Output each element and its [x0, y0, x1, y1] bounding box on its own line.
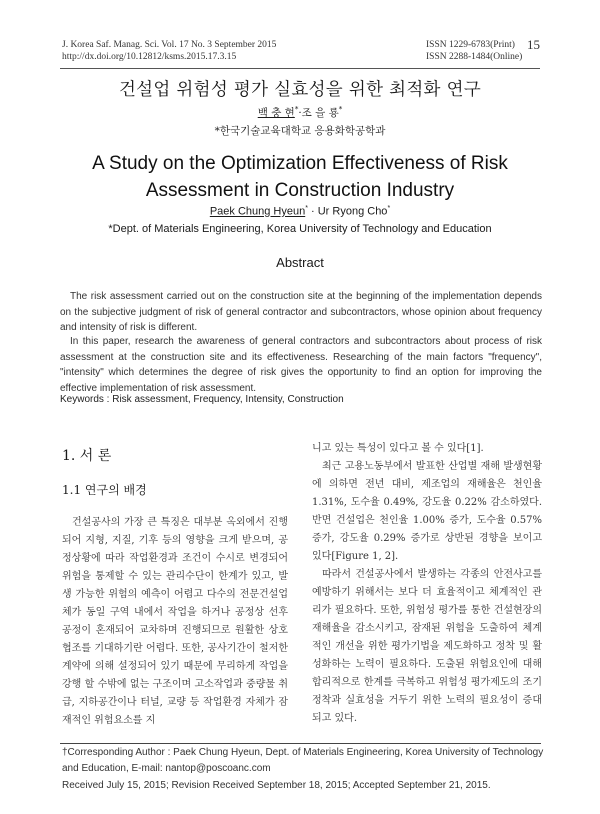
received-dates: Received July 15, 2015; Revision Received September 18, 2015; Accepted September 21, 2015.: [62, 780, 491, 791]
authors-english: [0, 205, 600, 218]
author-2-ko: 조 을 룡: [301, 107, 339, 119]
author-1-en-mark: *: [305, 205, 308, 212]
body-column-left: [62, 514, 288, 730]
abstract-text-1: The risk assessment carried out on the construction site at the beginning of the implementation depends on the subjective judgment of risk of general contractor and subcontractors, whose opinion about frequency and intensity of risk is different.: [60, 291, 542, 333]
section-title: 1. 서 론: [62, 448, 112, 464]
issn-online: ISSN 2288-1484(Online): [426, 52, 523, 62]
journal-header: [62, 39, 276, 63]
abstract-text-2: In this paper, research the awareness of general contractors and subcontractors about process of risk assessment at the construction site and its effectiveness. Researching of the main factors "frequency", "intensity" which determines the degree of risk gives the opportunity to find an option for improving the effective implementation of risk assessment.: [60, 336, 542, 394]
body-paragraph: 최근 고용노동부에서 발표한 산업별 재해 발생현황에 의하면 전년 대비, 제조업의 재해율은 천인율 1.31%, 도수율 0.49%, 강도율 0.22% 감소하였다. 반면 건설업은 천인율 1.00% 증가, 도수율 0.57% 증가, 강도율 0.29% 증가로 상반된 경향을 보이고 있다[Figure 1, 2].: [312, 461, 542, 562]
title-korean: 건설업 위험성 평가 실효성을 위한 최적화 연구: [118, 80, 482, 100]
abstract-heading: Abstract: [276, 255, 324, 270]
body-column-right: [312, 440, 542, 728]
author-1-ko: 백 충 현: [257, 107, 295, 119]
author-separator-ko: ·: [298, 107, 302, 119]
author-2-ko-mark: *: [338, 105, 343, 114]
body-paragraph: 따라서 건설공사에서 발생하는 각종의 안전사고를 예방하기 위해서는 보다 더 효율적이고 체계적인 관리가 필요하다. 또한, 위험성 평가를 통한 건설현장의 재해율을 감소시키고, 잠재된 위험을 도출하여 체계적인 개선을 위한 평가기법을 제도화하고 정착 및 활성화하는 노력이 필요하다. 도출된 위험요인에 대해 합리적으로 한계를 극복하고 위험성 평가제도의 조기정착과 실효성을 거두기 위한 노력의 필요성이 증대되고 있다.: [312, 569, 542, 724]
affiliation-korean: *한국기술교육대학교 응용화학공학과: [214, 125, 386, 137]
keywords: Keywords : Risk assessment, Frequency, Intensity, Construction: [60, 394, 344, 405]
subsection-title: 1.1 연구의 배경: [62, 483, 147, 497]
author-2-en-mark: *: [387, 205, 391, 212]
author-1-en: Paek Chung Hyeun: [209, 205, 306, 218]
doi-link[interactable]: http://dx.doi.org/10.12812/ksms.2015.17.3.15: [62, 52, 237, 62]
author-separator-en: ·: [307, 205, 318, 218]
body-paragraph: 건설공사의 가장 큰 특징은 대부분 옥외에서 진행되어 지형, 지질, 기후 등의 영향을 크게 받으며, 공정상황에 따라 작업환경과 조건이 수시로 변경되어 위험을 통제할 수 있는 관리수단이 한계가 있고, 발생 가능한 위험의 예측이 어렵고 다수의 전문건설업체가 동일 구역 내에서 작업을 하거나 공정상 선후 공정이 혼재되어 교차하며 진행되므로 원활한 상호 협조를 기대하기란 어렵다. 또한, 공사기간이 철저한 계약에 의해 설정되어 있기 때문에 무리하게 작업을 강행 할 수밖에 없는 구조이며 고소작업과 중량물 취급, 지하공간이나 터널, 교량 등 작업환경 자체가 잠재적인 위험요소를 지: [62, 517, 288, 726]
journal-citation: J. Korea Saf. Manag. Sci. Vol. 17 No. 3 September 2015: [62, 40, 277, 50]
body-paragraph: 니고 있는 특성이 있다고 볼 수 있다[1].: [312, 443, 484, 454]
issn-block: [426, 39, 522, 63]
footnote-divider: [60, 743, 541, 744]
author-1-ko-mark: *: [294, 105, 299, 114]
issn-print: ISSN 1229-6783(Print): [426, 40, 515, 50]
corresponding-author-note: †Corresponding Author : Paek Chung Hyeun, Dept. of Materials Engineering, Korea University of Technology and Education, E-mail: nantop@poscoanc.com: [62, 747, 544, 774]
title-english: A Study on the Optimization Effectiveness of Risk Assessment in Construction Industry: [92, 153, 508, 201]
abstract-paragraph-2: [60, 334, 542, 396]
abstract-paragraph-1: [60, 289, 542, 336]
author-2-en: Ur Ryong Cho: [317, 205, 388, 218]
affiliation-english: *Dept. of Materials Engineering, Korea University of Technology and Education: [108, 223, 492, 235]
page-number: 15: [527, 37, 540, 52]
authors-korean: [0, 105, 600, 120]
header-divider: [60, 68, 540, 69]
